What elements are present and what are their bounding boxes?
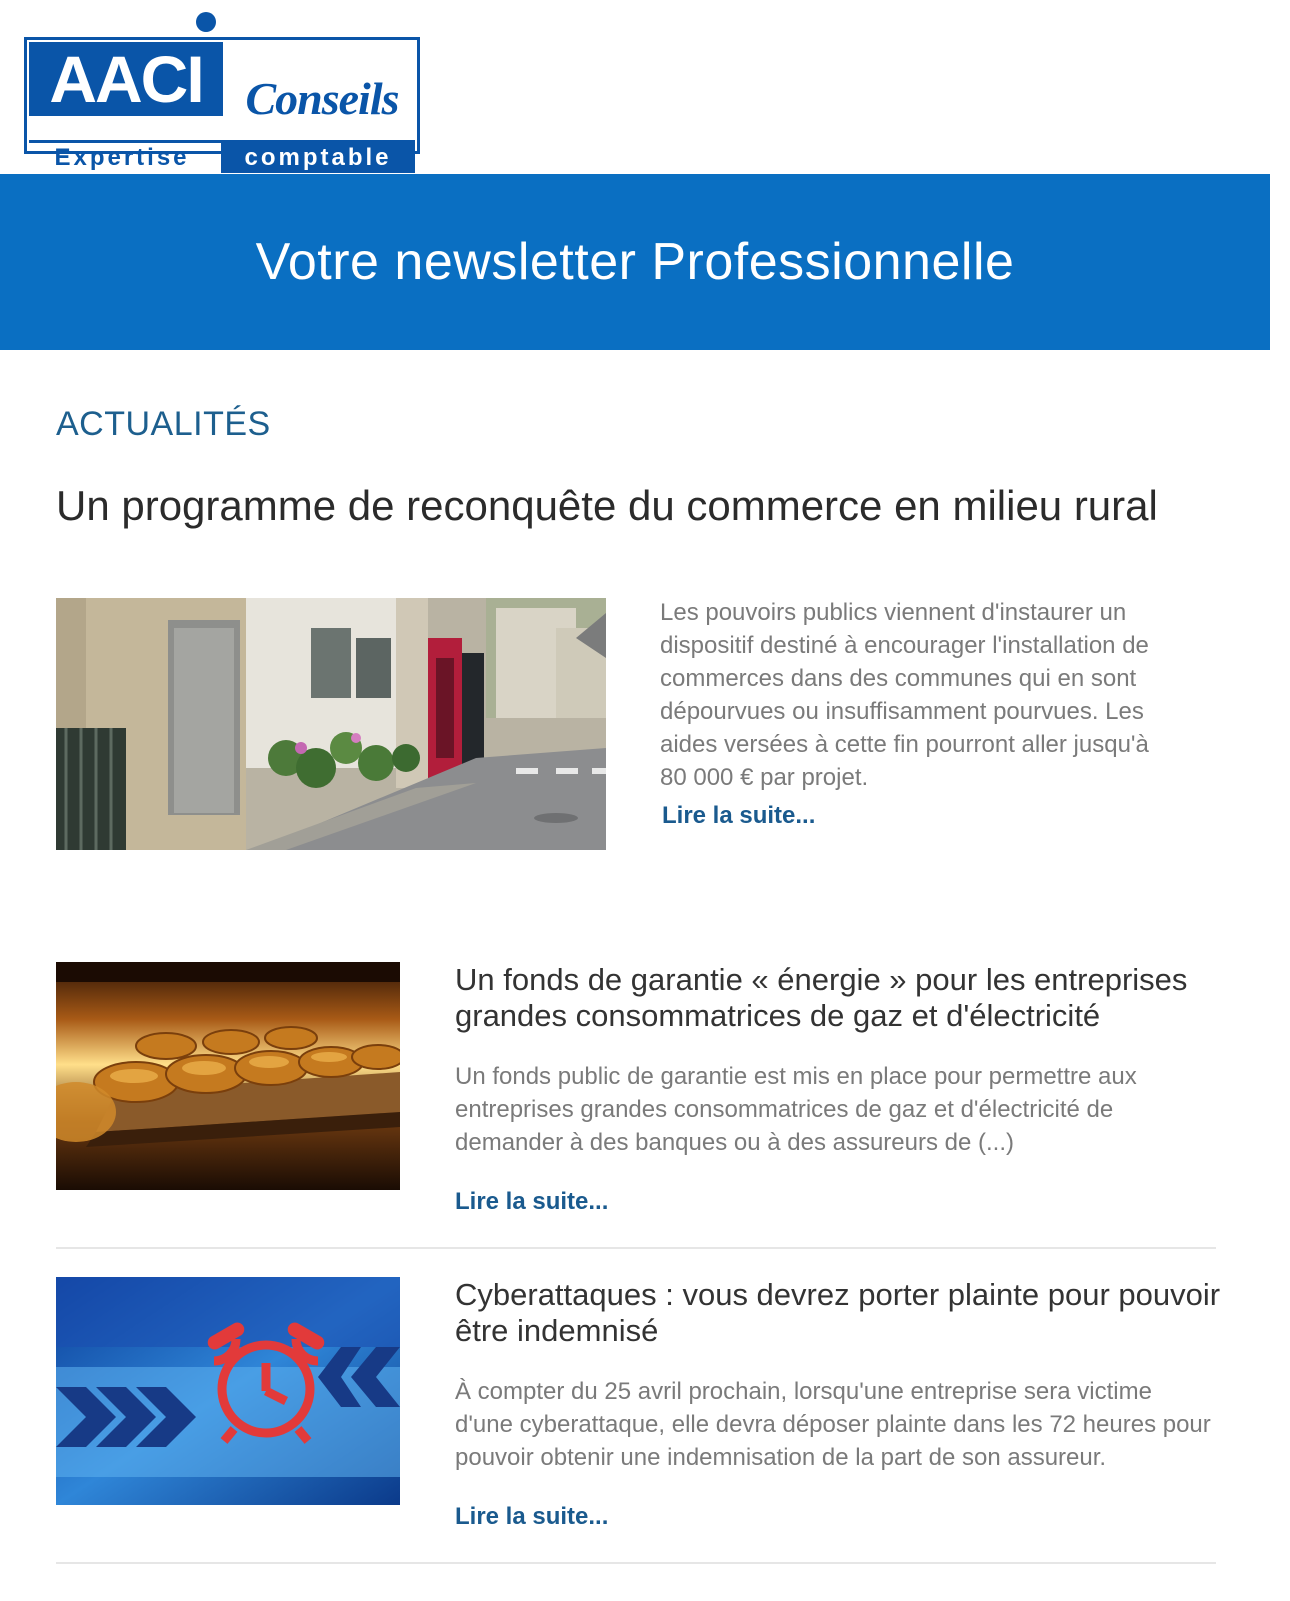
article-title-1[interactable]: Un fonds de garantie « énergie » pour les entreprises grandes consommatrices de gaz et d'électricité: [455, 962, 1188, 1033]
featured-body: Les pouvoirs publics viennent d'instaurer un dispositif destiné à encourager l'installation de commerces dans des communes qui en sont dépourvues ou insuffisamment pourvues. Les aides versées à cette fin pourront aller jusqu'à 80 000 € par projet.: [660, 599, 1149, 791]
logo-conseils-text: Conseils: [245, 73, 399, 124]
featured-headline[interactable]: Un programme de reconquête du commerce en milieu rural: [56, 482, 1158, 529]
article-divider-1: [56, 1247, 1216, 1249]
croissants-oven-photo: [56, 962, 400, 1190]
article-read-more-link-2[interactable]: Lire la suite...: [455, 1503, 609, 1530]
article-body-2: À compter du 25 avril prochain, lorsqu'une entreprise sera victime d'une cyberattaque, elle devra déposer plainte dans les 72 heures pour pouvoir obtenir une indemnisation de la part de son assureur.: [455, 1378, 1211, 1471]
newsletter-banner: [0, 174, 1270, 350]
article-image-2[interactable]: [56, 1277, 400, 1505]
article-title-2[interactable]: Cyberattaques : vous devrez porter plainte pour pouvoir être indemnisé: [455, 1277, 1221, 1348]
logo-aaci-text: AACI: [29, 42, 223, 116]
logo-dot: [196, 12, 216, 32]
article-read-more-link-1[interactable]: Lire la suite...: [455, 1188, 609, 1215]
article-divider-2: [56, 1562, 1216, 1564]
article-body-1: Un fonds public de garantie est mis en place pour permettre aux entreprises grandes consommatrices de gaz et d'électricité de demander à des banques ou à des assureurs de (...): [455, 1063, 1137, 1156]
section-label: ACTUALITÉS: [56, 405, 271, 443]
featured-read-more-link[interactable]: Lire la suite...: [662, 802, 816, 829]
banner-title: Votre newsletter Professionnelle: [255, 233, 1015, 291]
logo-expertise-text: Expertise: [54, 144, 190, 171]
logo-frame: [24, 37, 420, 171]
village-street-photo: [56, 598, 606, 850]
article-image-1[interactable]: [56, 962, 400, 1190]
featured-image[interactable]: [56, 598, 606, 850]
alarm-clock-screen-photo: [56, 1277, 400, 1505]
logo-comptable-text: comptable: [221, 143, 415, 173]
logo[interactable]: [24, 12, 424, 171]
